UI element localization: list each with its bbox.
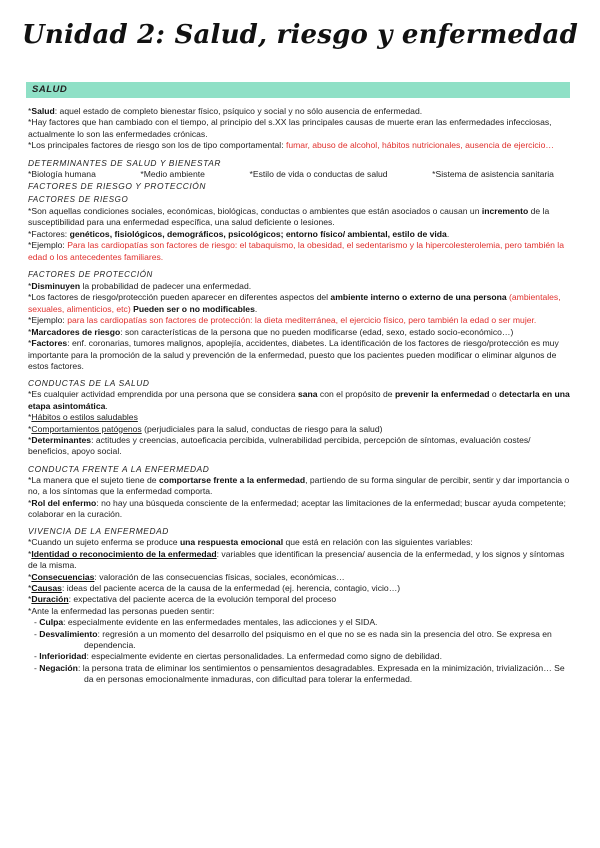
determinante-item: *Estilo de vida o conductas de salud	[249, 168, 388, 179]
heading-conducta-enfermedad: CONDUCTA FRENTE A LA ENFERMEDAD	[28, 463, 210, 474]
heading-factores: FACTORES DE RIESGO Y PROTECCIÓN	[28, 181, 207, 192]
proteccion-aspectos: *Los factores de riesgo/protección pueden aparecer en diferentes aspectos del ambiente interno o externo de una persona (ambientales, sexuales, alimenticios, etc) Pueden ser o no modificables.	[28, 292, 561, 314]
determinante-item: *Sistema de asistencia sanitaria	[432, 168, 554, 179]
heading-conductas: CONDUCTAS DE LA SALUD	[28, 378, 150, 389]
sentimiento-inferioridad: - Inferioridad: especialmente evidente en ciertas personalidades. La enfermedad como signo de debilidad.	[34, 651, 442, 662]
vivencia-intro: *Cuando un sujeto enferma se produce una respuesta emocional que está en relación con las siguientes variables:	[28, 537, 473, 548]
salud-causes: *Hay factores que han cambiado con el tiempo, al principio del s.XX las principales causas de muerte eran las enfermedades infecciosas, actualmente lo son las enfermedades crónicas.	[28, 117, 552, 139]
subheading-factores-riesgo: FACTORES DE RIESGO	[28, 195, 129, 205]
determinante-item: *Medio ambiente	[140, 168, 205, 179]
riesgo-ejemplo: *Ejemplo: Para las cardiopatías son factores de riesgo: el tabaquismo, la obesidad, el sedentarismo y la hipercolesterolemia, pero también la edad o los antecedentes familiares.	[28, 240, 564, 262]
conducta-enfermedad-definition: *La manera que el sujeto tiene de comportarse frente a la enfermedad, partiendo de su forma singular de percibir, sentir y dar importancia o no, a los síntomas que la enfermedad comporta.	[28, 474, 570, 497]
vivencia-sentir: *Ante la enfermedad las personas pueden sentir:	[28, 605, 215, 616]
heading-vivencia: VIVENCIA DE LA ENFERMEDAD	[28, 526, 169, 537]
proteccion-ejemplo: *Ejemplo: para las cardiopatías son factores de protección: la dieta mediterránea, el ejercicio físico, pero también la edad o ser mujer.	[28, 315, 537, 326]
factores-enfermedades: *Factores: enf. coronarias, tumores malignos, apoplejía, accidentes, diabetes. La identificación de los factores de riesgo/protección es muy importante para la promoción de la salud y prevención de la enfermedad, puesto que los pacientes pueden modificar o eliminar algunos de estos factores.	[28, 338, 559, 371]
determinante-item: *Biología humana	[28, 168, 96, 179]
subheading-factores-proteccion: FACTORES DE PROTECCIÓN	[28, 270, 153, 280]
conductas-habitos: *Hábitos o estilos saludables	[28, 412, 138, 423]
document-body	[28, 106, 570, 686]
page-title: Unidad 2: Salud, riesgo y enfermedad	[22, 20, 578, 50]
marcadores-riesgo: *Marcadores de riesgo: son características de la persona que no pueden modificarse (edad, sexo, estado socio-económico…)	[28, 326, 514, 337]
proteccion-definition: *Disminuyen la probabilidad de padecer una enfermedad.	[28, 281, 252, 292]
riesgo-factores: *Factores: genéticos, fisiológicos, demográficos, psicológicos; entorno físico/ ambiental, estilo de vida.	[28, 228, 450, 239]
conductas-patogenos: *Comportamientos patógenos (perjudiciales para la salud, conductas de riesgo para la salud)	[28, 423, 383, 434]
section-band-label: SALUD	[32, 84, 68, 95]
vivencia-causas: *Causas: ideas del paciente acerca de la causa de la enfermedad (ej. herencia, contagio, vicio…)	[28, 583, 401, 593]
vivencia-duracion: *Duración: expectativa del paciente acerca de la evolución temporal del proceso	[28, 594, 337, 605]
conductas-determinantes: *Determinantes: actitudes y creencias, autoeficacia percibida, vulnerabilidad percibida, percepción de síntomas, evaluación costes/ beneficios, apoyo social.	[28, 434, 531, 457]
sentimiento-negacion: - Negación: la persona trata de eliminar los sentimientos o pensamientos desagradables. Expresada en la minimización, trivialización… Se da en personas emocionalmente inmaduras, con dificultad para tolerar la enfermedad.	[34, 662, 565, 685]
riesgo-definition: *Son aquellas condiciones sociales, económicas, biológicas, conductas o ambientes que están asociados o causan un incremento de la susceptibilidad para una enfermedad específica, una salud deficiente o lesiones.	[28, 206, 550, 228]
sentimiento-desvalimiento: - Desvalimiento: regresión a un momento del desarrollo del psiquismo en el que no se es nada sin la presencia del otro. Se expresa en dependencia.	[34, 628, 552, 651]
sentimiento-culpa: - Culpa: especialmente evidente en las enfermedades mentales, las adicciones y el SIDA.	[34, 617, 378, 628]
salud-risk-factors: *Los principales factores de riesgo son los de tipo comportamental: fumar, abuso de alcohol, hábitos nutricionales, ausencia de ejercicio…	[28, 140, 554, 151]
section-band-salud	[26, 82, 570, 98]
heading-determinantes: DETERMINANTES DE SALUD Y BIENESTAR	[28, 157, 222, 168]
vivencia-identidad: *Identidad o reconocimiento de la enfermedad: variables que identifican la presencia/ ausencia de la enfermedad, y los signos y síntomas de la misma.	[28, 548, 565, 571]
conductas-definition: *Es cualquier actividad emprendida por una persona que se considera sana con el propósito de prevenir la enfermedad o detectarla en una etapa asintomática.	[28, 389, 570, 411]
determinantes-list	[28, 169, 554, 180]
rol-del-enfermo: *Rol del enfermo: no hay una búsqueda consciente de la enfermedad; aceptar las limitaciones de la enfermedad; buscar ayuda competente; colaborar en la curación.	[28, 497, 566, 519]
salud-definition: *Salud: aquel estado de completo bienestar físico, psíquico y social y no sólo ausencia de enfermedad.	[28, 106, 423, 116]
vivencia-consecuencias: *Consecuencias: valoración de las consecuencias físicas, sociales, económicas…	[28, 571, 345, 582]
